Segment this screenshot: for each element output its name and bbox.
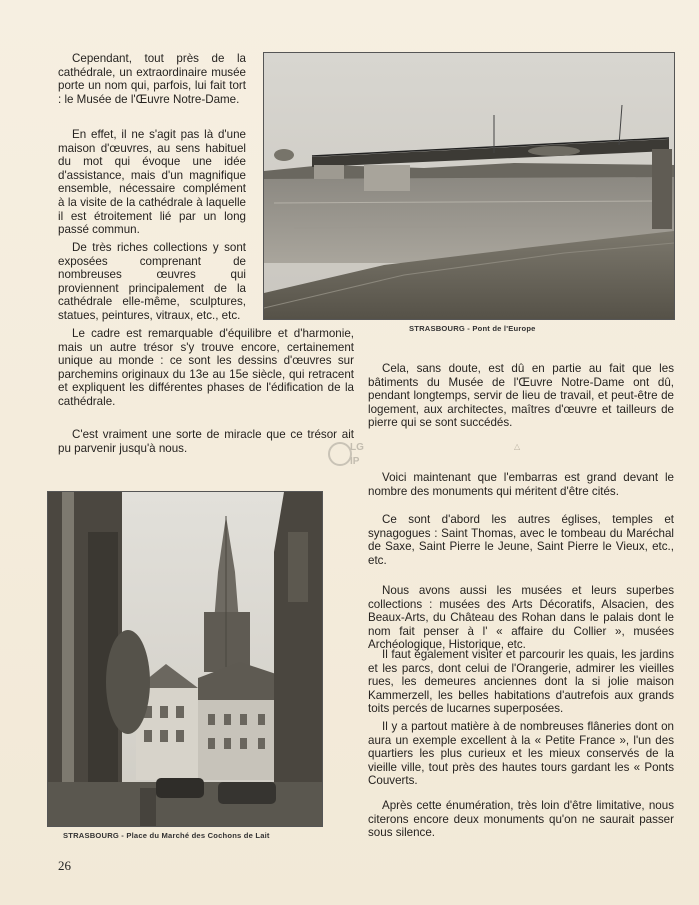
paragraph-right-6: Il y a partout matière à de nombreuses flâneries dont on aura un exemple excellent à la « Petite France », l'un des quartiers les plus curieux et les mieux conservés de la vieille ville, tout près des hautes tours gardant les « Ponts Couverts.: [368, 720, 674, 788]
bridge-image: [264, 53, 674, 319]
paragraph-left-4: Le cadre est remarquable d'équilibre et d'harmonie, mais un autre trésor s'y trouve encore, certainement unique au monde : ce sont les dessins d'œuvres sur parchemins originaux du 13e au 15e siècle, qui retracent et expliquent les différentes phases de l'édification de la cathédrale.: [58, 327, 354, 408]
paragraph-right-1: Cela, sans doute, est dû en partie au fait que les bâtiments du Musée de l'Œuvre Notre-Dame ont dû, pendant longtemps, servir de lieu de travail, et peut-être de logement, aux architectes, maîtres d'œuvre et tailleurs de pierre qui se sont succédés.: [368, 362, 674, 430]
paragraph-left-5: C'est vraiment une sorte de miracle que ce trésor ait pu parvenir jusqu'à nous.: [58, 428, 354, 455]
paragraph-right-4: Nous avons aussi les musées et leurs superbes collections : musées des Arts Décoratifs, Alsacien, des Beaux-Arts, du Château des Rohan dans le palais dont le nom fait penser à l' « affaire du Collier », musées Archéologique, Historique, etc.: [368, 584, 674, 652]
paragraph-left-3: De très riches collections y sont exposées comprenant de nombreuses œuvres qui proviennent principalement de la cathédrale elle-même, sculptures, statues, peintures, vitraux, etc., etc.: [58, 241, 246, 322]
bridge-photo: [263, 52, 675, 320]
small-triangle-mark: △: [514, 442, 521, 451]
paragraph-right-5: Il faut également visiter et parcourir les quais, les jardins et les parcs, dont celui de l'Orangerie, admirer les vieilles rues, les demeures anciennes dont la si jolie maison Kammerzell, les belles habitations d'autrefois aux grands toits percés de lucarnes superposées.: [368, 648, 674, 716]
paragraph-right-2: Voici maintenant que l'embarras est grand devant le nombre des monuments qui méritent d'être cités.: [368, 471, 674, 498]
svg-text:IP: IP: [350, 456, 360, 467]
page-number: 26: [58, 858, 71, 873]
cathedral-square-image: [48, 492, 322, 826]
square-caption: STRASBOURG - Place du Marché des Cochons de Lait: [63, 831, 270, 840]
svg-text:LG: LG: [350, 442, 364, 453]
paragraph-right-7: Après cette énumération, très loin d'être limitative, nous citerons encore deux monuments qu'on ne saurait passer sous silence.: [368, 799, 674, 840]
paragraph-left-2: En effet, il ne s'agit pas là d'une maison d'œuvres, au sens habituel du mot qui évoque une idée d'assistance, mais d'un magnifique ensemble, nécessaire complément à la visite de la cathédrale à laquelle il est étroitement lié par un long passé commun.: [58, 128, 246, 237]
paragraph-right-3: Ce sont d'abord les autres églises, temples et synagogues : Saint Thomas, avec le tombeau du Maréchal de Saxe, Saint Pierre le Jeune, Saint Pierre le Vieux, etc., etc.: [368, 513, 674, 567]
paragraph-left-1: Cependant, tout près de la cathédrale, un extraordinaire musée porte un nom qui, parfois, lui fait tort : le Musée de l'Œuvre Notre-Dame.: [58, 52, 246, 106]
library-stamp: [326, 436, 370, 470]
cathedral-square-photo: [47, 491, 323, 827]
bridge-caption: STRASBOURG - Pont de l'Europe: [409, 324, 536, 333]
